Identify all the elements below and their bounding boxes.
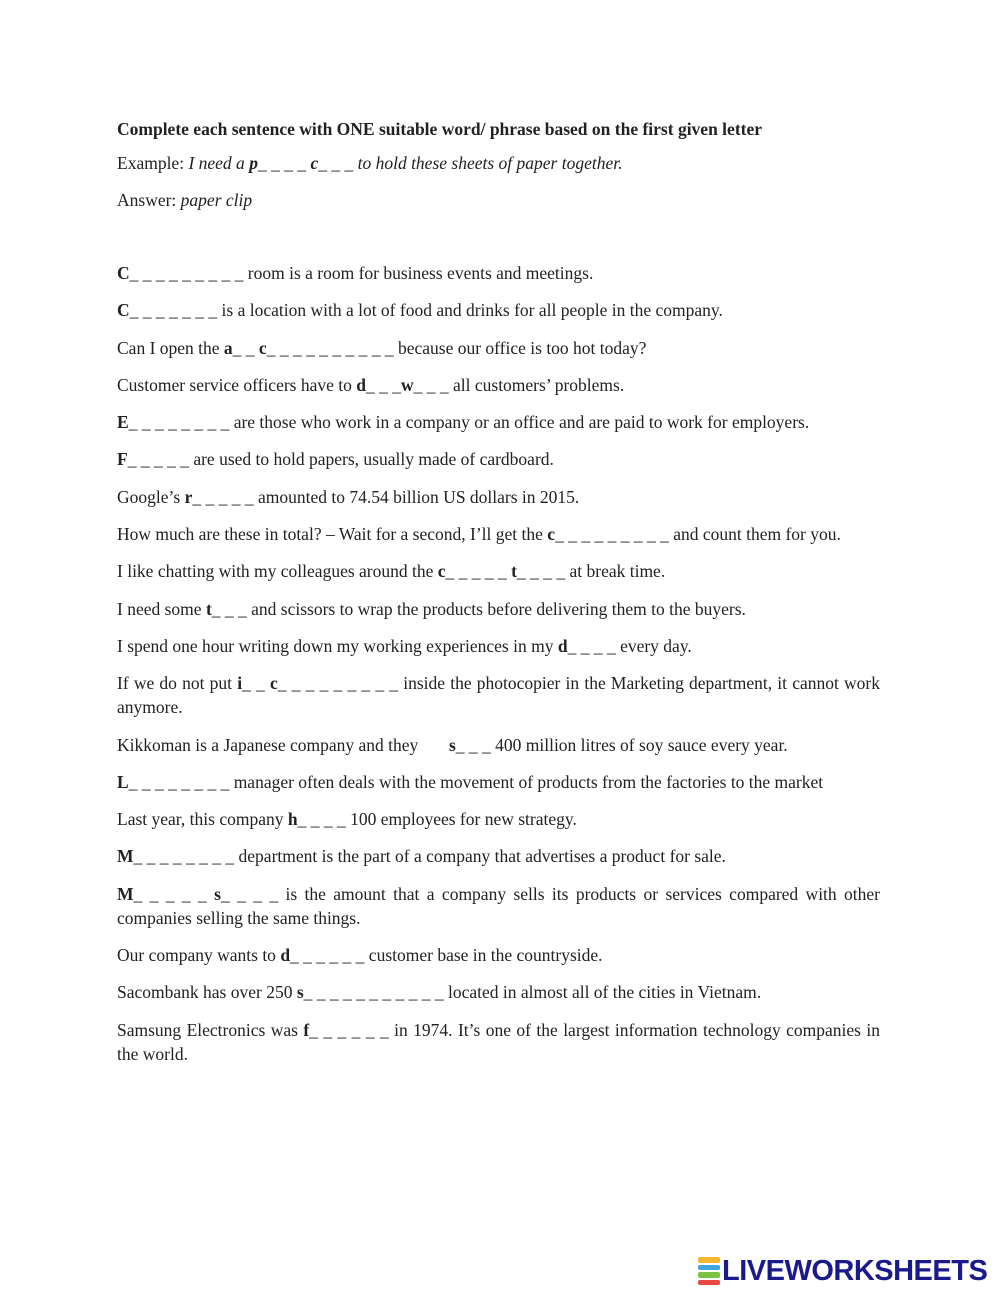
sentence-text: I need a bbox=[188, 153, 250, 173]
example-sentence bbox=[188, 153, 622, 173]
sentence-text: Can I open the bbox=[117, 337, 224, 358]
worksheet bbox=[117, 118, 885, 1079]
hint-letter: F bbox=[117, 449, 128, 470]
exercise-item bbox=[117, 844, 880, 868]
hint-letter: c bbox=[310, 153, 319, 173]
logo-stripe bbox=[698, 1272, 720, 1278]
hint-letter: M bbox=[117, 846, 134, 867]
answer-line bbox=[117, 189, 880, 211]
example-line bbox=[117, 152, 880, 174]
hint-letter: w bbox=[400, 374, 414, 395]
exercise-item bbox=[117, 882, 885, 930]
sentence-text: I like chatting with my colleagues around the bbox=[117, 561, 438, 582]
exercise-item bbox=[117, 807, 880, 831]
sentence-text: _ _ _ _ _ _ _ _ _ inside the photocopier in the Marketing department, it cannot work anymore. bbox=[117, 673, 885, 718]
hint-letter: t bbox=[511, 561, 517, 582]
hint-letter: i bbox=[237, 673, 243, 694]
exercise-item bbox=[117, 485, 880, 509]
sentence-text: _ _ _ _ _ _ _ _ _ and count them for you. bbox=[555, 524, 841, 545]
hint-letter: s bbox=[214, 883, 221, 904]
sentence-text: _ _ _ 400 million litres of soy sauce every year. bbox=[455, 734, 788, 755]
sentence-text: How much are these in total? – Wait for a second, I’ll get the bbox=[117, 524, 548, 545]
exercise-item bbox=[117, 336, 880, 360]
hint-letter: t bbox=[205, 598, 212, 619]
liveworksheets-logo bbox=[698, 1254, 987, 1288]
sentence-text: _ _ _ _ _ _ in 1974. It’s one of the largest information technology companies in the world. bbox=[117, 1019, 885, 1064]
hint-letter: f bbox=[303, 1019, 310, 1040]
instruction-heading: Complete each sentence with ONE suitable word/ phrase based on the first given letter bbox=[117, 119, 763, 139]
logo-text: LIVEWORKSHEETS bbox=[722, 1254, 988, 1287]
sentence-text: Sacombank has over 250 bbox=[117, 982, 297, 1003]
answer-value: paper clip bbox=[180, 190, 253, 210]
sentence-text: _ _ _ _ is the amount that a company sells its products or services compared with other companies selling the same things. bbox=[117, 883, 885, 928]
exercise-item bbox=[117, 770, 880, 794]
sentence-text: _ _ _ _ _ _ _ _ _ room is a room for business events and meetings. bbox=[129, 263, 594, 283]
sentence-text: _ _ _ _ _ _ _ _ manager often deals with the movement of products from the factories to the market bbox=[128, 771, 824, 792]
example-label: Example: bbox=[117, 153, 189, 173]
sentence-text: _ _ _ _ _ _ _ _ are those who work in a company or an office and are paid to work for employers. bbox=[128, 412, 810, 433]
hint-letter: r bbox=[184, 486, 193, 507]
sentence-text: Google’s bbox=[117, 486, 185, 507]
exercise-item bbox=[117, 597, 880, 621]
logo-stripe bbox=[698, 1280, 720, 1286]
logo-stripe bbox=[698, 1265, 720, 1271]
hint-letter: C bbox=[117, 263, 130, 283]
sentence-text: _ _ _ bbox=[365, 374, 401, 395]
exercise-item bbox=[117, 671, 885, 719]
sentence-text: I spend one hour writing down my working experiences in my bbox=[117, 635, 558, 656]
hint-letter: c bbox=[270, 673, 278, 694]
sentence-text: I need some bbox=[117, 598, 206, 619]
hint-letter: E bbox=[117, 412, 129, 433]
sentence-text: If we do not put bbox=[117, 673, 238, 694]
sentence-text: _ _ _ _ every day. bbox=[567, 635, 692, 656]
hint-letter: d bbox=[280, 945, 291, 966]
hint-letter: C bbox=[117, 300, 130, 321]
hint-letter: M bbox=[117, 883, 134, 904]
sentence-text: Samsung Electronics was bbox=[117, 1019, 304, 1040]
sentence-text: Kikkoman is a Japanese company and they bbox=[117, 734, 449, 755]
hint-letter: d bbox=[557, 635, 568, 656]
hint-letter: h bbox=[287, 809, 298, 830]
exercise-item bbox=[117, 1018, 885, 1066]
exercise-item bbox=[117, 522, 880, 546]
hint-letter: L bbox=[117, 771, 129, 792]
sentence-text: _ _ _ all customers’ problems. bbox=[413, 374, 625, 395]
hint-letter: c bbox=[258, 337, 267, 358]
sentence-text: _ _ _ _ at break time. bbox=[516, 561, 666, 582]
exercise-list bbox=[117, 261, 885, 1066]
exercise-item bbox=[117, 634, 880, 658]
sentence-text: _ _ _ _ _ _ _ _ _ _ because our office is too hot today? bbox=[266, 337, 647, 358]
sentence-text: _ _ bbox=[242, 673, 270, 694]
sentence-text: Customer service officers have to bbox=[117, 374, 357, 395]
sentence-text: _ _ _ _ _ are used to hold papers, usually made of cardboard. bbox=[127, 449, 554, 470]
exercise-item bbox=[117, 943, 880, 967]
sentence-text: _ _ _ _ _ bbox=[133, 883, 215, 904]
sentence-text: _ _ _ _ 100 employees for new strategy. bbox=[297, 809, 577, 830]
sentence-text: _ _ _ _ bbox=[257, 153, 311, 173]
exercise-item bbox=[117, 447, 880, 471]
exercise-item bbox=[117, 980, 880, 1004]
sentence-text: _ _ _ _ _ _ customer base in the countryside. bbox=[290, 945, 603, 966]
sentence-text: _ _ _ _ _ bbox=[445, 561, 512, 582]
hint-letter: d bbox=[356, 374, 366, 395]
hint-letter: a bbox=[223, 337, 233, 358]
exercise-item bbox=[117, 298, 880, 322]
exercise-item bbox=[117, 261, 880, 285]
exercise-item bbox=[117, 733, 880, 757]
sentence-text: _ _ _ to hold these sheets of paper together. bbox=[318, 153, 623, 173]
sentence-text: _ _ _ _ _ _ _ is a location with a lot of food and drinks for all people in the company. bbox=[129, 300, 723, 321]
hint-letter: s bbox=[296, 982, 304, 1003]
sentence-text: _ _ _ _ _ _ _ _ _ _ _ located in almost all of the cities in Vietnam. bbox=[303, 982, 762, 1003]
sentence-text: _ _ _ _ _ _ _ _ department is the part of a company that advertises a product for sale. bbox=[133, 846, 726, 867]
sentence-text: _ _ bbox=[232, 337, 259, 358]
answer-label: Answer: bbox=[117, 190, 181, 210]
exercise-item bbox=[117, 559, 880, 583]
exercise-item bbox=[117, 373, 880, 397]
sentence-text: _ _ _ and scissors to wrap the products before delivering them to the buyers. bbox=[211, 598, 746, 619]
sentence-text: Our company wants to bbox=[117, 945, 281, 966]
logo-mark-icon bbox=[698, 1256, 720, 1286]
logo-stripe bbox=[698, 1257, 720, 1263]
sentence-text: _ _ _ _ _ amounted to 74.54 billion US dollars in 2015. bbox=[192, 486, 580, 507]
exercise-item bbox=[117, 410, 880, 434]
hint-letter: p bbox=[249, 153, 258, 173]
hint-letter: c bbox=[547, 524, 556, 545]
hint-letter: s bbox=[448, 734, 456, 755]
sentence-text: Last year, this company bbox=[117, 809, 288, 830]
hint-letter: c bbox=[437, 561, 446, 582]
